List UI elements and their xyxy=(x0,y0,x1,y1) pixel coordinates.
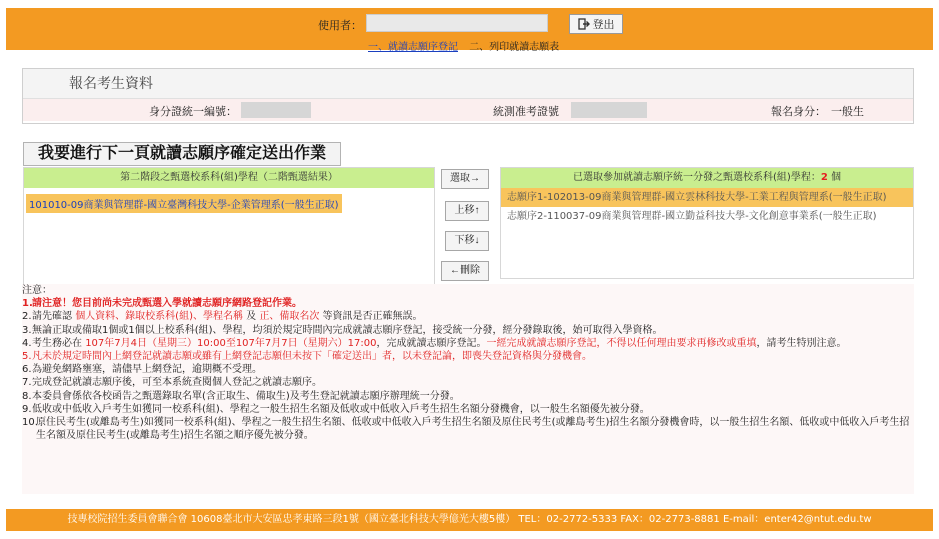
note-item: 8. 本委員會係依各校函告之甄選錄取名單(含正取生、備取生)及考生登記就讀志願序辦理統一分發。 xyxy=(22,390,460,402)
candidate-list-title: 第二階段之甄選校系科(組)學程（二階甄選結果） xyxy=(24,168,434,188)
notes-section xyxy=(22,284,914,494)
step-register-link[interactable]: 一、就讀志願序登記 xyxy=(368,42,458,53)
identity-value: 一般生 xyxy=(831,105,864,118)
delete-button[interactable]: ←刪除 xyxy=(441,261,489,281)
logout-icon xyxy=(578,18,590,30)
note-item: 10. 原住民考生(或離島考生)如獲同一校系科(組)、學程之一般生招生名額、低收或中低收入戶考生招生名額及原住民考生(或離島考生)招生名額分發機會時，以一般生招生名額、低收或中低收入戶考生招生名額及原住民考生(或離島考生)招生名額之順序優先被分發。 xyxy=(22,417,910,442)
identity-label: 報名身分： xyxy=(771,105,826,118)
user-name-field xyxy=(366,14,548,32)
logout-label: 登出 xyxy=(592,19,615,31)
move-up-button[interactable]: 上移↑ xyxy=(445,201,489,221)
logout-button[interactable] xyxy=(569,14,623,34)
note-item: 6. 為避免網路壅塞，請儘早上網登記，逾期概不受理。 xyxy=(22,364,262,376)
chosen-list-item-1[interactable]: 志願序1-102013-09商業與管理群-國立雲林科技大學-工業工程與管理系(一般生正取) xyxy=(501,188,913,207)
footer-bar: 技專校院招生委員會聯合會 10608臺北市大安區忠孝東路三段1號（國立臺北科技大學億光大樓5樓） TEL：02-2772-5333 FAX：02-2773-8881 E-mail：enter42@ntut.edu.tw xyxy=(6,509,933,531)
note-item: 1. 請注意！您目前尚未完成甄選入學就讀志願序網路登記作業。 xyxy=(22,298,302,310)
id-label: 身分證統一編號： xyxy=(149,105,237,118)
exam-no-label: 統測准考證號 xyxy=(493,105,559,118)
step-nav xyxy=(368,38,559,53)
candidate-list-panel xyxy=(23,167,435,287)
applicant-info-row xyxy=(23,99,913,121)
applicant-info xyxy=(22,68,914,124)
note-item: 2. 請先確認 個人資料、錄取校系科(組)、學程名稱 及 正、備取名次 等資訊是否正確無誤。 xyxy=(22,311,423,323)
candidate-list-item[interactable]: 101010-09商業與管理群-國立臺灣科技大學-企業管理系(一般生正取) xyxy=(26,194,342,213)
select-button[interactable]: 選取→ xyxy=(441,169,489,189)
chosen-list-title-text: 已選取參加就讀志願序統一分發之甄選校系科(組)學程： xyxy=(573,172,821,183)
exam-no-value xyxy=(571,102,647,118)
applicant-info-title: 報名考生資料 xyxy=(23,69,913,99)
note-item: 7. 完成登記就讀志願序後，可至本系統查閱個人登記之就讀志願序。 xyxy=(22,377,322,389)
note-item: 5. 凡未於規定時間內上網登記就讀志願或雖有上網登記志願但未按下「確定送出」者，以未登記論，即喪失登記資格與分發機會。 xyxy=(22,351,592,363)
header-bar xyxy=(6,8,933,53)
id-value xyxy=(241,102,311,118)
note-item: 9. 低收或中低收入戶考生如獲同一校系科(組)、學程之一般生招生名額及低收或中低收入戶考生招生名額分發機會，以一般生名額優先被分發。 xyxy=(22,403,650,415)
notes-list xyxy=(22,297,914,442)
user-label: 使用者： xyxy=(318,19,362,32)
step-print-link[interactable]: 二、列印就讀志願表 xyxy=(469,42,560,53)
chosen-list-title xyxy=(501,168,913,188)
note-item: 3. 無論正取或備取1個或1個以上校系科(組)、學程，均須於規定時間內完成就讀志願序登記，接受統一分發，經分發錄取後，始可取得入學資格。 xyxy=(22,324,663,336)
chosen-list-panel xyxy=(500,167,914,279)
chosen-list-item-2[interactable]: 志願序2-110037-09商業與管理群-國立勤益科技大學-文化創意事業系(一般生正取) xyxy=(507,211,877,222)
proceed-next-button[interactable]: 我要進行下一頁就讀志願序確定送出作業 xyxy=(23,142,341,166)
chosen-count-suffix: 個 xyxy=(827,172,841,183)
chosen-count: 2 xyxy=(820,172,828,183)
notes-title: 注意： xyxy=(22,285,52,296)
note-item: 4. 考生務必在 107年7月4日（星期三）10:00至107年7月7日（星期六）17:00，完成就讀志願序登記。一經完成就讀志願序登記，不得以任何理由要求再修改或重填，請考生特別注意。 xyxy=(22,337,847,349)
move-down-button[interactable]: 下移↓ xyxy=(445,231,489,251)
